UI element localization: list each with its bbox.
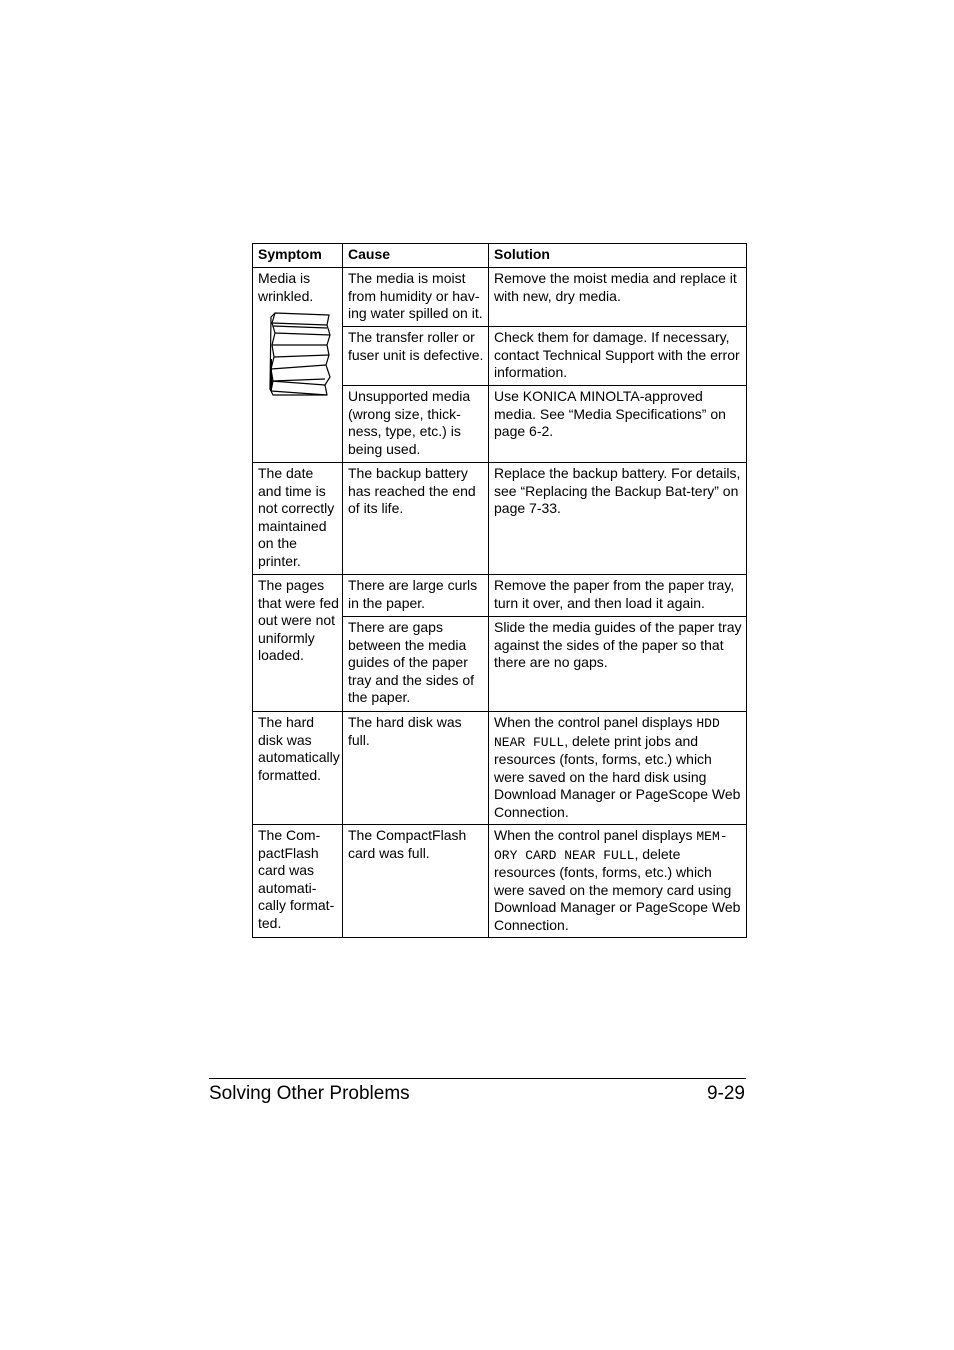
cause-cell: Unsupported media (wrong size, thick-ness, type, etc.) is being used. bbox=[343, 386, 489, 463]
table-row bbox=[253, 268, 747, 327]
solution-text: When the control panel displays bbox=[494, 714, 697, 730]
cause-cell: The CompactFlash card was full. bbox=[343, 825, 489, 938]
footer-divider bbox=[209, 1078, 746, 1079]
table-row bbox=[253, 825, 747, 938]
symptom-cell: The hard disk was automatically formatted. bbox=[253, 712, 343, 825]
control-panel-message: MEM-ORY CARD NEAR FULL bbox=[494, 829, 728, 863]
solution-cell: Remove the paper from the paper tray, turn it over, and then load it again. bbox=[489, 575, 747, 617]
cause-cell: There are gaps between the media guides of the paper tray and the sides of the paper. bbox=[343, 617, 489, 712]
symptom-cell: The Com-pactFlash card was automati-cally format-ted. bbox=[253, 825, 343, 938]
header-symptom: Symptom bbox=[253, 244, 343, 268]
solution-text: When the control panel displays bbox=[494, 827, 697, 843]
symptom-cell: The date and time is not correctly maintained on the printer. bbox=[253, 463, 343, 575]
cause-cell: The hard disk was full. bbox=[343, 712, 489, 825]
symptom-cell bbox=[253, 268, 343, 463]
wrinkled-media-icon bbox=[267, 309, 333, 399]
troubleshooting-table bbox=[252, 243, 747, 938]
control-panel-message: HDD NEAR FULL bbox=[494, 716, 720, 750]
table-row bbox=[253, 712, 747, 825]
table-row bbox=[253, 463, 747, 575]
table-header-row bbox=[253, 244, 747, 268]
solution-cell bbox=[489, 712, 747, 825]
solution-cell: Remove the moist media and replace it with new, dry media. bbox=[489, 268, 747, 327]
cause-cell: The backup battery has reached the end of its life. bbox=[343, 463, 489, 575]
solution-cell: Check them for damage. If necessary, contact Technical Support with the error information. bbox=[489, 327, 747, 386]
cause-cell: The media is moist from humidity or hav-ing water spilled on it. bbox=[343, 268, 489, 327]
solution-cell: Use KONICA MINOLTA-approved media. See “Media Specifications” on page 6-2. bbox=[489, 386, 747, 463]
solution-cell: Replace the backup battery. For details, see “Replacing the Backup Bat-tery” on page 7-33. bbox=[489, 463, 747, 575]
solution-cell: Slide the media guides of the paper tray against the sides of the paper so that there are no gaps. bbox=[489, 617, 747, 712]
symptom-text: Media is wrinkled. bbox=[258, 270, 314, 304]
solution-cell bbox=[489, 825, 747, 938]
header-solution: Solution bbox=[489, 244, 747, 268]
footer-page-number: 9-29 bbox=[706, 1083, 745, 1104]
header-cause: Cause bbox=[343, 244, 489, 268]
symptom-cell: The pages that were fed out were not uniformly loaded. bbox=[253, 575, 343, 712]
solution-text: , delete resources (fonts, forms, etc.) which were saved on the memory card using Download Manager or PageScope Web Connection. bbox=[494, 845, 741, 933]
cause-cell: There are large curls in the paper. bbox=[343, 575, 489, 617]
cause-cell: The transfer roller or fuser unit is defective. bbox=[343, 327, 489, 386]
solution-text: , delete print jobs and resources (fonts, forms, etc.) which were saved on the hard disk using Download Manager or PageScope Web Connection. bbox=[494, 732, 741, 820]
footer-section-title: Solving Other Problems bbox=[209, 1083, 410, 1104]
table-row bbox=[253, 575, 747, 617]
